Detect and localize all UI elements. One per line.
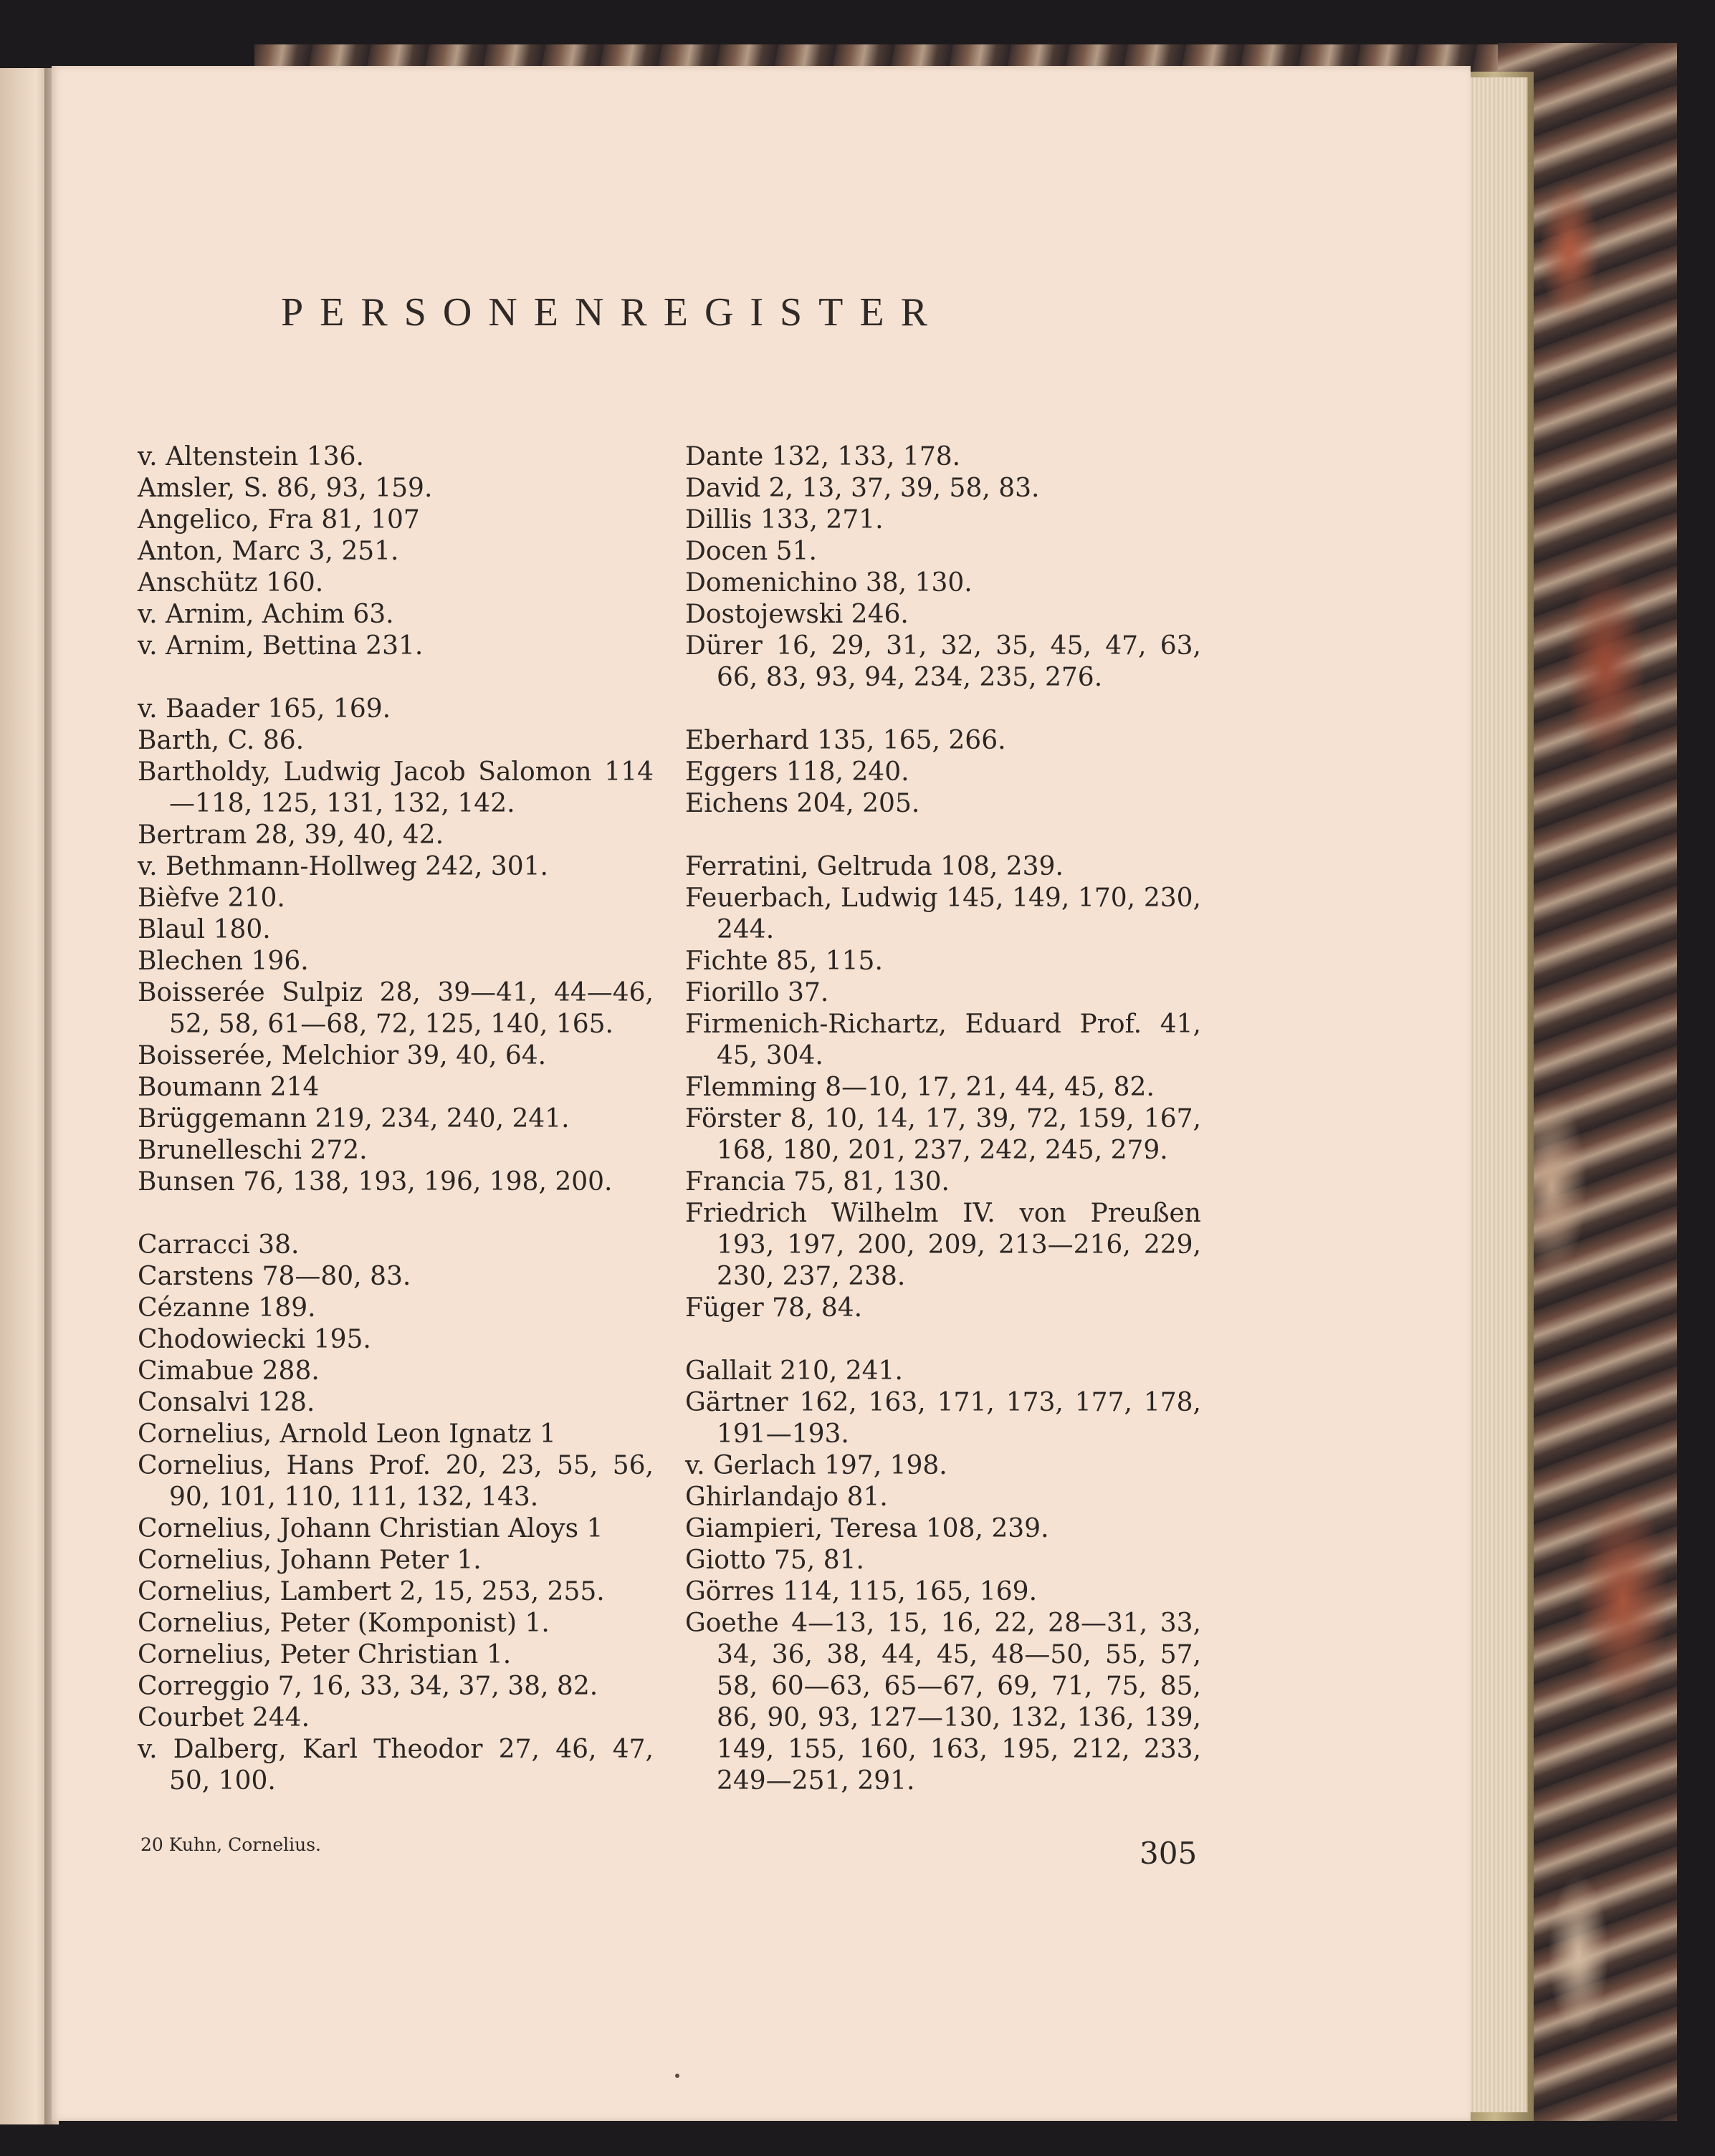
index-entry: Dillis 133, 271. <box>685 505 884 535</box>
index-entry: v. Arnim, Bettina 231. <box>138 631 424 661</box>
index-entry: Cornelius, Hans Prof. 20, 23, 55, 56, 90, 101, 110, 111, 132, 143. <box>138 1451 654 1512</box>
index-entry: Gärtner 162, 163, 171, 173, 177, 178, 191—193. <box>685 1388 1201 1449</box>
page-content <box>52 66 1471 2121</box>
index-entry: Friedrich Wilhelm IV. von Preußen 193, 197, 200, 209, 213—216, 229, 230, 237, 238. <box>685 1199 1201 1291</box>
index-entry: Angelico, Fra 81, 107 <box>138 505 420 535</box>
index-entry: David 2, 13, 37, 39, 58, 83. <box>685 474 1040 503</box>
index-spacer <box>685 694 1201 725</box>
index-entry: Ghirlandajo 81. <box>685 1482 888 1512</box>
index-entry: Chodowiecki 195. <box>138 1325 371 1354</box>
index-entry: Francia 75, 81, 130. <box>685 1167 950 1197</box>
index-entry: v. Arnim, Achim 63. <box>138 600 394 629</box>
index-column-right <box>685 441 1201 1797</box>
index-entry: v. Bethmann-Hollweg 242, 301. <box>138 852 548 881</box>
index-entry: Flemming 8—10, 17, 21, 44, 45, 82. <box>685 1073 1155 1102</box>
index-entry: Boisserée, Melchior 39, 40, 64. <box>138 1041 547 1070</box>
index-entry: Bartholdy, Ludwig Jacob Salomon 114—118, 125, 131, 132, 142. <box>138 757 654 818</box>
index-entry: Blechen 196. <box>138 947 309 976</box>
print-speck <box>675 2074 679 2078</box>
index-entry: Consalvi 128. <box>138 1388 315 1417</box>
index-entry: Cornelius, Johann Christian Aloys 1 <box>138 1514 603 1543</box>
index-entry: Feuerbach, Ludwig 145, 149, 170, 230, 244. <box>685 883 1201 944</box>
index-entry: Firmenich-Richartz, Eduard Prof. 41, 45, 304. <box>685 1010 1201 1070</box>
page-number: 305 <box>1140 1836 1198 1871</box>
index-entry: Bièfve 210. <box>138 883 285 913</box>
index-entry: Giampieri, Teresa 108, 239. <box>685 1514 1049 1543</box>
index-entry: Cornelius, Johann Peter 1. <box>138 1546 482 1575</box>
index-entry: Bunsen 76, 138, 193, 196, 198, 200. <box>138 1167 613 1197</box>
index-spacer <box>685 1324 1201 1356</box>
index-spacer <box>138 662 654 694</box>
index-entry: Giotto 75, 81. <box>685 1546 864 1575</box>
index-entry: Gallait 210, 241. <box>685 1356 903 1386</box>
index-entry: Eggers 118, 240. <box>685 757 909 787</box>
index-entry: Barth, C. 86. <box>138 726 305 755</box>
index-entry: Görres 114, 115, 165, 169. <box>685 1577 1038 1606</box>
index-entry: Correggio 7, 16, 33, 34, 37, 38, 82. <box>138 1672 598 1701</box>
index-entry: v. Altenstein 136. <box>138 442 364 471</box>
index-entry: v. Dalberg, Karl Theodor 27, 46, 47, 50, 100. <box>138 1735 654 1796</box>
index-entry: Carracci 38. <box>138 1230 300 1260</box>
index-entry: Ferratini, Geltruda 108, 239. <box>685 852 1064 881</box>
index-entry: Cimabue 288. <box>138 1356 320 1386</box>
index-entry: Goethe 4—13, 15, 16, 22, 28—31, 33, 34, 36, 38, 44, 45, 48—50, 55, 57, 58, 60—63, 65—67, 69, 71, 75, 85, 86, 90, 93, 127—130, 132, 136, 139, 149, 155, 160, 163, 195, 212, 233, 249—251, 291. <box>685 1609 1201 1796</box>
page-edges <box>1462 77 1528 2112</box>
index-entry: Fichte 85, 115. <box>685 947 883 976</box>
index-entry: Dürer 16, 29, 31, 32, 35, 45, 47, 63, 66, 83, 93, 94, 234, 235, 276. <box>685 631 1201 692</box>
page-title: PERSONENREGISTER <box>281 290 944 335</box>
index-entry: Brüggemann 219, 234, 240, 241. <box>138 1104 570 1134</box>
index-entry: Anton, Marc 3, 251. <box>138 537 399 566</box>
index-entry: Brunelleschi 272. <box>138 1136 368 1165</box>
index-column-left <box>138 441 654 1797</box>
index-entry: v. Baader 165, 169. <box>138 694 391 724</box>
index-entry: Cornelius, Peter Christian 1. <box>138 1640 512 1669</box>
index-entry: v. Gerlach 197, 198. <box>685 1451 947 1480</box>
index-entry: Cornelius, Lambert 2, 15, 253, 255. <box>138 1577 605 1606</box>
index-entry: Bertram 28, 39, 40, 42. <box>138 820 444 850</box>
index-entry: Boumann 214 <box>138 1073 320 1102</box>
index-entry: Blaul 180. <box>138 915 271 944</box>
index-page <box>52 66 1471 2121</box>
index-entry: Amsler, S. 86, 93, 159. <box>138 474 433 503</box>
index-entry: Dante 132, 133, 178. <box>685 442 961 471</box>
index-spacer <box>138 1198 654 1230</box>
index-entry: Boisserée Sulpiz 28, 39—41, 44—46, 52, 58, 61—68, 72, 125, 140, 165. <box>138 978 654 1039</box>
index-entry: Cornelius, Peter (Komponist) 1. <box>138 1609 550 1638</box>
index-entry: Förster 8, 10, 14, 17, 39, 72, 159, 167, 168, 180, 201, 237, 242, 245, 279. <box>685 1104 1201 1165</box>
index-entry: Carstens 78—80, 83. <box>138 1262 411 1291</box>
index-entry: Füger 78, 84. <box>685 1293 863 1323</box>
index-spacer <box>685 820 1201 851</box>
index-entry: Eichens 204, 205. <box>685 789 920 818</box>
index-entry: Eberhard 135, 165, 266. <box>685 726 1006 755</box>
index-entry: Dostojewski 246. <box>685 600 909 629</box>
index-entry: Fiorillo 37. <box>685 978 829 1007</box>
index-entry: Cézanne 189. <box>138 1293 316 1323</box>
index-entry: Courbet 244. <box>138 1703 310 1733</box>
signature-mark: 20 Kuhn, Cornelius. <box>140 1834 321 1855</box>
index-entry: Domenichino 38, 130. <box>685 568 973 598</box>
index-entry: Anschütz 160. <box>138 568 324 598</box>
index-entry: Cornelius, Arnold Leon Ignatz 1 <box>138 1419 556 1449</box>
index-entry: Docen 51. <box>685 537 817 566</box>
